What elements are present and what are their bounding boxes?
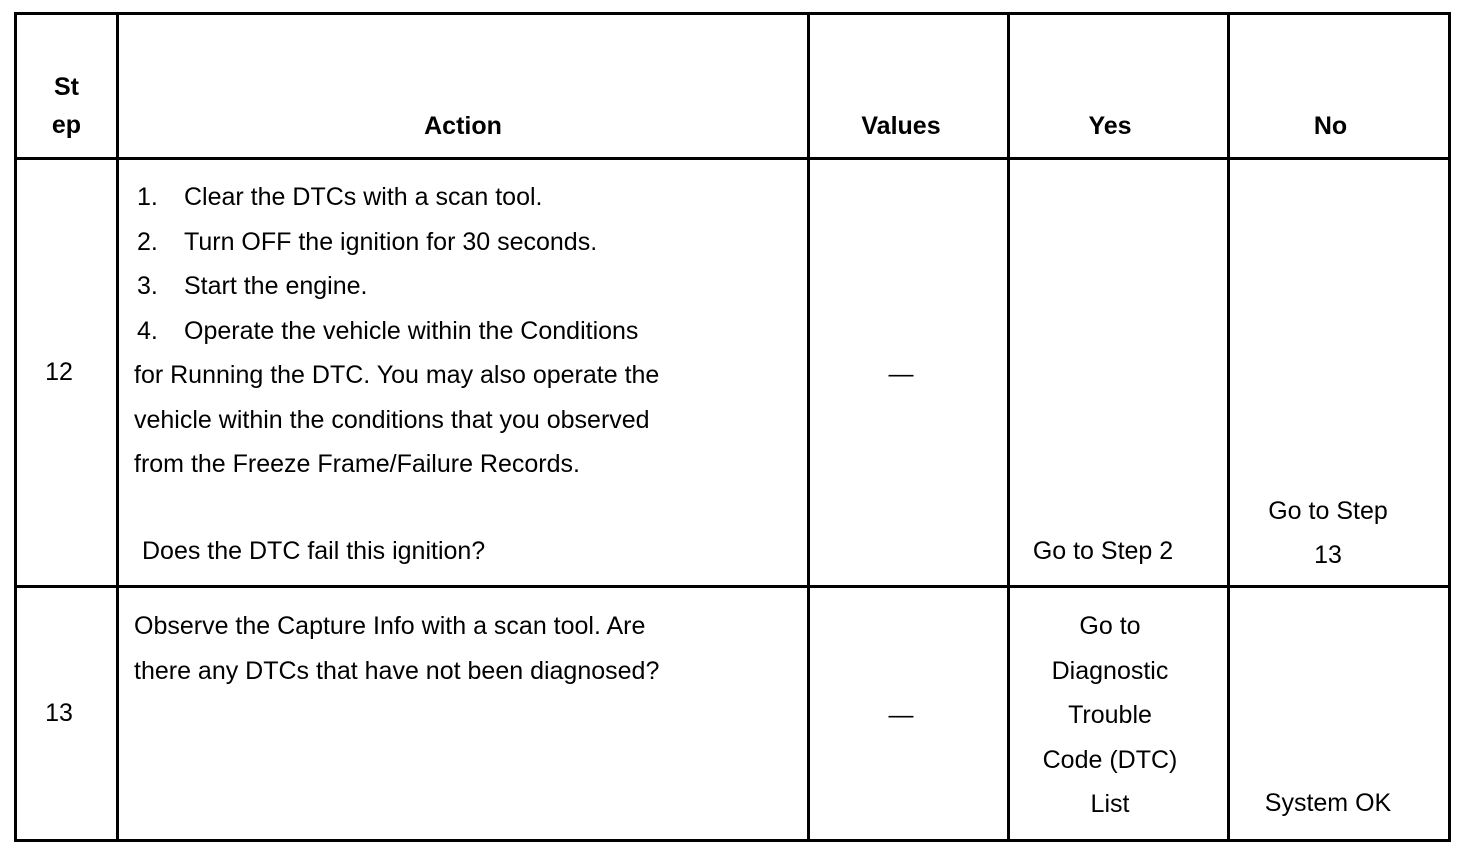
- action-text-line: there any DTCs that have not been diagnosed?: [134, 656, 660, 685]
- yes-cell: [1010, 604, 1210, 827]
- action-cell: [134, 604, 804, 693]
- row-divider: [14, 585, 1451, 588]
- step-text: Operate the vehicle within the Conditions: [184, 316, 639, 345]
- no-line: 13: [1314, 541, 1342, 569]
- action-cell: [134, 175, 804, 487]
- header-step: St ep: [51, 73, 82, 139]
- step-text: Start the engine.: [184, 272, 368, 300]
- step-index: 2.: [137, 227, 158, 256]
- action-text-line: for Running the DTC. You may also operate the: [134, 361, 660, 389]
- yes-line: Code (DTC): [1042, 745, 1178, 774]
- step-index: 4.: [137, 316, 158, 345]
- step-number: 13: [45, 699, 73, 727]
- values-cell: —: [888, 360, 914, 388]
- table-border-right: [1448, 12, 1451, 842]
- no-cell: System OK: [1264, 789, 1392, 817]
- no-cell: [1230, 489, 1426, 577]
- action-text-line: from the Freeze Frame/Failure Records.: [134, 450, 580, 478]
- action-text-line: vehicle within the conditions that you observed: [134, 405, 650, 434]
- table-border-bottom: [14, 839, 1451, 842]
- action-question: Does the DTC fail this ignition?: [142, 537, 486, 565]
- yes-cell: Go to Step 2: [1032, 537, 1174, 565]
- step-number: 12: [45, 358, 73, 386]
- no-line: Go to Step: [1268, 497, 1388, 525]
- action-step: [134, 264, 804, 309]
- yes-line: Go to: [1079, 612, 1141, 640]
- header-action: Action: [424, 112, 502, 140]
- step-text: Turn OFF the ignition for 30 seconds.: [184, 227, 598, 256]
- action-step: [134, 309, 804, 354]
- action-step: [134, 220, 804, 265]
- yes-line: Diagnostic: [1051, 656, 1169, 685]
- action-step: [134, 175, 804, 220]
- header-no: No: [1313, 112, 1348, 140]
- header-row-divider: [14, 157, 1451, 160]
- step-text: Clear the DTCs with a scan tool.: [184, 183, 543, 211]
- values-cell: —: [888, 701, 914, 729]
- yes-line: Trouble: [1068, 701, 1152, 729]
- step-index: 1.: [137, 183, 158, 211]
- diagnostic-table: [14, 12, 1451, 842]
- table-border-top: [14, 12, 1451, 15]
- header-values: Values: [861, 112, 941, 140]
- step-index: 3.: [137, 272, 158, 300]
- header-yes: Yes: [1088, 112, 1132, 140]
- action-text-line: Observe the Capture Info with a scan tool. Are: [134, 612, 646, 640]
- yes-line: List: [1090, 790, 1130, 818]
